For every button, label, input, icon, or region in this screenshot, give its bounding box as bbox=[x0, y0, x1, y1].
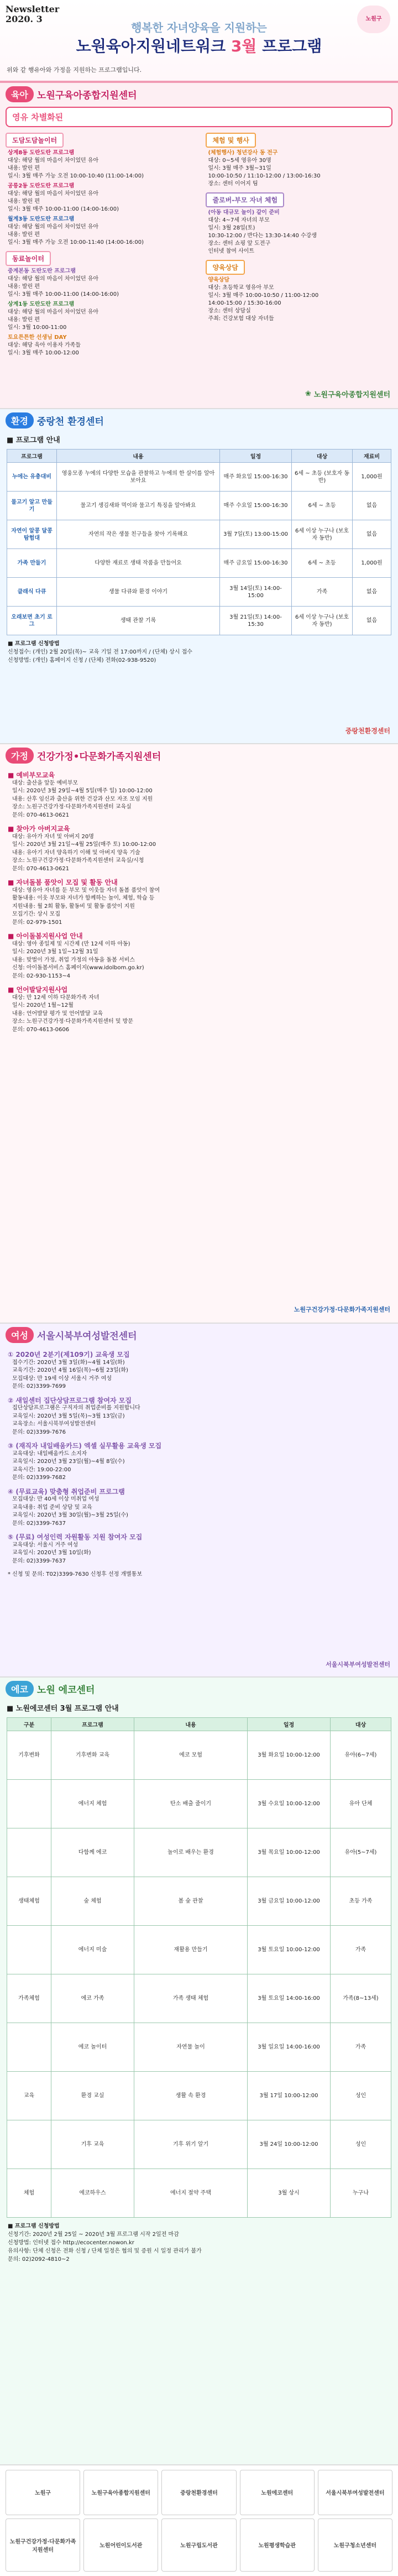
header-title bbox=[0, 34, 398, 56]
program-item bbox=[6, 182, 201, 213]
cell-category: 기후변화 bbox=[7, 1731, 51, 1780]
cell-name: 가족 만들기 bbox=[7, 549, 57, 578]
section-title bbox=[0, 83, 398, 106]
center-logo bbox=[305, 389, 390, 399]
cell-content: 생태 관찰 기록 bbox=[57, 607, 220, 635]
cell-target: 가족 bbox=[331, 1926, 391, 1974]
block-line: 문의: 070-4613-0606 bbox=[12, 1026, 70, 1033]
block-line: 교육시간: 19:00-22:00 bbox=[12, 1466, 71, 1473]
program-line: 일시: 3월 매주 가능 오전 10:00-11:40 (14:00-16:00) bbox=[8, 239, 144, 245]
table-row bbox=[7, 607, 391, 635]
cell-category bbox=[7, 1828, 51, 1877]
program-line: 대상: 초등학교 영유아 부모 bbox=[208, 285, 274, 291]
cell-content: 물고기 생김새와 먹이와 물고기 특징을 알아봐요 bbox=[57, 492, 220, 520]
program-line: 주최: 건강보험 대상 자녀들 bbox=[208, 316, 274, 322]
cell-content: 가족 생태 체험 bbox=[134, 1974, 248, 2023]
program-line: 내용: 발린 편 bbox=[8, 165, 40, 171]
block-line: 교육일시: 2020년 3월 23일(월)~4월 8일(수) bbox=[12, 1459, 125, 1465]
block-line: 문의: 02)3399-7637 bbox=[12, 1520, 66, 1527]
center-logo: 중랑천환경센터 bbox=[345, 727, 390, 735]
cell-target: 성인 bbox=[331, 2120, 391, 2169]
block-line: 내용: 맞벌이 가정, 취업 가정의 아동을 돌봄 서비스 bbox=[12, 957, 135, 963]
header-subtitle: 행복한 자녀양육을 지원하는 bbox=[131, 21, 267, 34]
section-eco-center bbox=[0, 1678, 398, 2465]
col-header: 대상 bbox=[331, 1718, 391, 1731]
section-title-text: 건강가정•다문화가족지원센터 bbox=[36, 751, 161, 762]
cell-fee: 1,000원 bbox=[353, 463, 391, 492]
section-title bbox=[0, 409, 398, 432]
cell-date: 3월 토요일 14:00-16:00 bbox=[248, 1974, 331, 2023]
cell-content: 탄소 배출 줄이기 bbox=[134, 1780, 248, 1828]
signup-notes bbox=[0, 2220, 398, 2266]
header-intro: 위와 같 행유아와 가정을 지원하는 프로그램입니다. bbox=[7, 66, 142, 74]
table-row bbox=[7, 492, 391, 520]
cell-fee: 없음 bbox=[353, 492, 391, 520]
cell-date: 3월 24일 10:00-12:00 bbox=[248, 2120, 331, 2169]
cell-date: 3월 금요일 10:00-12:00 bbox=[248, 1877, 331, 1926]
block-line: 지원내용: 월 2회 활동, 활동비 및 활동 품앗이 지원 bbox=[12, 903, 135, 910]
cell-content: 생활 속 환경 bbox=[134, 2072, 248, 2120]
table-row bbox=[7, 1828, 391, 1877]
title-main: 노원육아지원네트워크 bbox=[76, 37, 226, 55]
cell-date: 3월 7일(토) 13:00-15:00 bbox=[220, 520, 292, 549]
cell-content: 봄 숲 관찰 bbox=[134, 1877, 248, 1926]
program-item bbox=[206, 276, 392, 323]
program-line: 일시: 3월 매주 10:00-11:00 (14:00-16:00) bbox=[8, 206, 119, 212]
program-block bbox=[0, 1438, 398, 1483]
program-block bbox=[0, 1529, 398, 1566]
cell-content: 기후 위기 알기 bbox=[134, 2120, 248, 2169]
cell-date: 3월 목요일 10:00-12:00 bbox=[248, 1828, 331, 1877]
cell-fee: 1,000원 bbox=[353, 549, 391, 578]
block-line: 교육대상: 내일배움카드 소지자 bbox=[12, 1450, 87, 1457]
program-line: 대상: 해당 월의 마음이 차이었던 유아 bbox=[8, 309, 99, 315]
program-line: 대상: 해당 월의 마음이 차이었던 유아 bbox=[8, 276, 99, 282]
cell-date: 매주 화요일 15:00-16:30 bbox=[220, 463, 292, 492]
table-header-row bbox=[7, 450, 391, 463]
block-line: 문의: 070-4613-0621 bbox=[12, 865, 70, 872]
section-childcare-center bbox=[0, 83, 398, 409]
cell-date: 3월 상시 bbox=[248, 2169, 331, 2218]
program-line: 대상: 해당 월의 마음이 차이었던 유아 bbox=[8, 158, 99, 164]
section-badge: 에코 bbox=[6, 1681, 34, 1697]
notes-line: 신청방법: 인터넷 접수 http://ecocenter.nowon.kr bbox=[8, 2240, 134, 2246]
table-row bbox=[7, 463, 391, 492]
block-title: ■ 찾아가 아버지교육 bbox=[8, 825, 70, 833]
block-line: 대상: 유아가 자녀 및 아버지 20명 bbox=[12, 833, 94, 840]
program-item bbox=[6, 216, 201, 247]
cell-name: 에코 놀이터 bbox=[51, 2023, 134, 2072]
program-subhead: ■ 노원에코센터 3월 프로그램 안내 bbox=[7, 1705, 119, 1713]
section-women-center bbox=[0, 1324, 398, 1678]
block-line: 내용: 유아기 자녀 양육하기 이해 및 아버지 양육 기술 bbox=[12, 849, 140, 856]
tag-parent-child: 줄로버-부모 자녀 체험 bbox=[206, 192, 284, 207]
footer-logo: 중랑천환경센터 bbox=[161, 2470, 236, 2515]
cell-date: 3월 21일(토) 14:00-15:30 bbox=[220, 607, 292, 635]
cell-name: 에코 가족 bbox=[51, 1974, 134, 2023]
notes-line: 유의사항: 단체 신청은 전화 신청 / 단체 일정은 협의 및 증원 시 일정 관리가 불가 bbox=[8, 2248, 202, 2254]
table-row bbox=[7, 1780, 391, 1828]
footer-logo: 서울시북부여성발전센터 bbox=[318, 2470, 392, 2515]
cell-name: 기후 교육 bbox=[51, 2120, 134, 2169]
center-logo: 서울시북부여성발전센터 bbox=[326, 1661, 390, 1668]
program-item bbox=[6, 334, 201, 357]
block-line: 교육일시: 2020년 3월 30일(월)~3월 25일(수) bbox=[12, 1512, 128, 1518]
program-line: 일시: 3월 매주 가능 오전 10:00-10:40 (11:00-14:00) bbox=[8, 173, 144, 179]
program-line: 인터넷 참여 사이트 bbox=[208, 248, 255, 254]
block-title: ② 새일센터 집단상담프로그램 참여자 모집 bbox=[8, 1396, 132, 1404]
col-header: 대상 bbox=[292, 450, 353, 463]
cell-fee: 없음 bbox=[353, 578, 391, 607]
program-item bbox=[6, 149, 201, 180]
program-line: 대상: 4~7세 자녀의 부모 bbox=[208, 217, 270, 223]
table-row bbox=[7, 2120, 391, 2169]
program-line: 장소: 센터 쇼핑 앞 도전구 bbox=[208, 241, 271, 247]
col-header: 프로그램 bbox=[51, 1718, 134, 1731]
col-header: 구분 bbox=[7, 1718, 51, 1731]
footer-logo: 노원어린이도서관 bbox=[83, 2518, 158, 2572]
cell-category bbox=[7, 1926, 51, 1974]
block-line: 모집기간: 상시 모집 bbox=[12, 911, 61, 917]
block-line: 교육내용: 취업 준비 상담 및 교육 bbox=[12, 1504, 92, 1511]
program-item bbox=[6, 268, 201, 299]
block-line: 문의: 070-4613-0621 bbox=[12, 812, 70, 818]
program-line: 일시: 3월 매주 10:00-12:00 bbox=[8, 350, 79, 356]
block-line: 장소: 노원구건강가정·다문화가족지원센터 교육실 bbox=[12, 804, 132, 810]
col-header: 일정 bbox=[220, 450, 292, 463]
block-line: 집단상담프로그램은 구직자의 취업준비를 지원합니다 bbox=[12, 1405, 140, 1411]
section-title bbox=[0, 744, 398, 767]
section-title-text: 노원 에코센터 bbox=[36, 1685, 95, 1696]
block-line: 교육대상: 서울시 거주 여성 bbox=[12, 1542, 78, 1548]
block-line: 대상: 출산을 앞둔 예비부모 bbox=[12, 780, 78, 786]
cell-category bbox=[7, 2120, 51, 2169]
newsletter-date: 2020. 3 bbox=[6, 14, 43, 24]
header bbox=[0, 0, 398, 83]
tag-events: 체험 및 행사 bbox=[206, 133, 255, 148]
table-row bbox=[7, 578, 391, 607]
block-title: ③ (재직자 내일배움카드) 엑셀 실무활용 교육생 모집 bbox=[8, 1442, 162, 1450]
cell-target: 6세 이상 누구나 (보호자 동반) bbox=[292, 520, 353, 549]
cell-name: 숲 체험 bbox=[51, 1877, 134, 1926]
cell-category bbox=[7, 1780, 51, 1828]
section-title bbox=[0, 1678, 398, 1700]
block-line: 일시: 2020년 3월 29일~4월 5일(매주 일) 10:00-12:00 bbox=[12, 788, 153, 794]
cell-name: 클래식 다큐 bbox=[7, 578, 57, 607]
block-title: ■ 언어발달지원사업 bbox=[8, 986, 68, 994]
cell-date: 3월 토요일 10:00-12:00 bbox=[248, 1926, 331, 1974]
block-line: 문의: 02-930-1153~4 bbox=[12, 973, 71, 979]
section-badge: 여성 bbox=[6, 1327, 34, 1343]
cell-name: 오래보면 초기 로그 bbox=[7, 607, 57, 635]
cell-date: 3월 17일 10:00-12:00 bbox=[248, 2072, 331, 2120]
cell-category: 가족체험 bbox=[7, 1974, 51, 2023]
cell-category: 생태체험 bbox=[7, 1877, 51, 1926]
left-column bbox=[6, 130, 201, 359]
block-line: 대상: 영아 종일제 및 시간제 (만 12세 이하 아동) bbox=[12, 940, 130, 947]
block-title: ④ (무료교육) 맞춤형 취업준비 프로그램 bbox=[8, 1487, 125, 1496]
program-line: 내용: 발린 편 bbox=[8, 284, 40, 290]
title-month: 3월 bbox=[231, 37, 257, 55]
cell-date: 3월 14일(토) 14:00-15:00 bbox=[220, 578, 292, 607]
cell-name: 에너지 체험 bbox=[51, 1780, 134, 1828]
table-row bbox=[7, 2169, 391, 2218]
table-row bbox=[7, 549, 391, 578]
footer-logo: 노원구 bbox=[6, 2470, 80, 2515]
section-badge: 육아 bbox=[6, 86, 34, 102]
program-title: 공릉2동 도란도란 프로그램 bbox=[8, 183, 75, 189]
right-column bbox=[206, 130, 392, 359]
block-line: 문의: 02-979-1501 bbox=[12, 919, 62, 926]
cell-target: 누구나 bbox=[331, 2169, 391, 2218]
program-block bbox=[0, 874, 398, 928]
program-title: 중계본동 도란도란 프로그램 bbox=[8, 268, 76, 274]
cell-content: 자연물 놀이 bbox=[134, 2023, 248, 2072]
program-table bbox=[7, 1717, 391, 2218]
table-row bbox=[7, 1974, 391, 2023]
cell-target: 유아(5~7세) bbox=[331, 1828, 391, 1877]
table-row bbox=[7, 1731, 391, 1780]
section-environment-center bbox=[0, 409, 398, 744]
section-badge: 환경 bbox=[6, 412, 34, 429]
block-line: 대상: 만 12세 이하 다문화가족 자녀 bbox=[12, 994, 100, 1001]
section-family-center bbox=[0, 744, 398, 1324]
block-title: ① 2020년 2분기(제109기) 교육생 모집 bbox=[8, 1351, 130, 1358]
block-title: ■ 예비부모교육 bbox=[8, 771, 55, 779]
table-header-row bbox=[7, 1718, 391, 1731]
col-header: 프로그램 bbox=[7, 450, 57, 463]
section-banner: 영유 차별화된 bbox=[6, 107, 392, 127]
cell-content: 재활용 만들기 bbox=[134, 1926, 248, 1974]
footer-logo: 노원구립도서관 bbox=[161, 2518, 236, 2572]
cell-target: 초등 가족 bbox=[331, 1877, 391, 1926]
table-row bbox=[7, 1877, 391, 1926]
section-note: * 신청 및 문의: T02)3399-7630 신청후 선정 개별통보 bbox=[8, 1571, 143, 1577]
block-line: 교육장소: 서울시북부여성발전센터 bbox=[12, 1421, 96, 1427]
block-line: 내용: 산후 임신과 출산을 위한 건강과 산모 자조 모임 지원 bbox=[12, 796, 153, 802]
cell-fee: 없음 bbox=[353, 607, 391, 635]
program-line: 일시: 3월 매주 10:00-11:00 (14:00-16:00) bbox=[8, 291, 119, 297]
section-badge: 가정 bbox=[6, 748, 34, 764]
block-title: ■ 자녀돌봄 품앗이 모집 및 활동 안내 bbox=[8, 879, 118, 886]
section-title-text: 서울시북부여성발전센터 bbox=[36, 1331, 137, 1342]
table-row bbox=[7, 520, 391, 549]
col-header: 재료비 bbox=[353, 450, 391, 463]
cell-content: 다양한 재료로 생태 작품을 만들어요 bbox=[57, 549, 220, 578]
program-title: (아동 대규모 놀이) 같이 준비 bbox=[208, 210, 280, 216]
program-title: 토요튼튼한 선생님 DAY bbox=[8, 335, 67, 341]
block-line: 모집대상: 만 40세 이상 미취업 여성 bbox=[12, 1496, 100, 1502]
cell-content: 에코 모험 bbox=[134, 1731, 248, 1780]
footer-logo: 노원평생학습관 bbox=[240, 2518, 315, 2572]
table-row bbox=[7, 2072, 391, 2120]
cell-target: 6세 이상 누구나 (보호자 동반) bbox=[292, 607, 353, 635]
block-line: 대상: 영유아 자녀를 둔 부모 및 이웃들 자녀 돌봄 품앗이 참여 bbox=[12, 887, 160, 893]
block-line: 일시: 2020년 3월 21일~4월 25일(매주 토) 10:00-12:00 bbox=[12, 842, 156, 848]
tag-counseling: 양육상담 bbox=[206, 260, 244, 275]
tag-play: 도담도담놀이터 bbox=[6, 133, 64, 148]
notes-line: 문의: 02)2092-4810~2 bbox=[8, 2256, 70, 2263]
block-line: 문의: 02)3399-7699 bbox=[12, 1383, 66, 1389]
cell-content: 생물 다큐와 환경 이야기 bbox=[57, 578, 220, 607]
cell-target: 6세 ~ 초등 bbox=[292, 492, 353, 520]
program-title: 월계3동 도란도란 프로그램 bbox=[8, 216, 75, 222]
program-line: 일시: 3월 매주 3월~31일 bbox=[208, 165, 271, 171]
cell-name: 환경 교실 bbox=[51, 2072, 134, 2120]
block-line: 신청: 아이돌봄서비스 홈페이지(www.idolbom.go.kr) bbox=[12, 965, 144, 971]
section-title-text: 중랑천 환경센터 bbox=[36, 416, 104, 427]
program-title: 양육상담 bbox=[208, 277, 230, 283]
program-title: 상계1동 도란도란 프로그램 bbox=[8, 301, 75, 307]
block-line: 일시: 2020년 1월~12월 bbox=[12, 1002, 74, 1009]
program-line: 10:30-12:00 / 반다는 13:30-14:40 수강생 bbox=[208, 233, 317, 239]
notes-line: 신청기간: 2020년 2월 25일 ~ 2020년 3월 프로그램 시작 2일전 마감 bbox=[8, 2232, 179, 2238]
cell-target: 6세 ~ 초등 (보호자 동반) bbox=[292, 463, 353, 492]
program-item bbox=[6, 301, 201, 332]
cell-name: 물고기 알고 만들기 bbox=[7, 492, 57, 520]
program-block bbox=[0, 1483, 398, 1529]
notes-head: ■ 프로그램 신청방법 bbox=[8, 641, 60, 647]
program-line: 장소: 센터 이어지 팀 bbox=[208, 181, 258, 187]
block-line: 모집대상: 만 19세 이상 서울시 거주 여성 bbox=[12, 1375, 112, 1382]
program-line: 내용: 발린 편 bbox=[8, 198, 40, 205]
program-block bbox=[0, 928, 398, 981]
block-line: 접수기간: 2020년 3월 3일(화)~4월 14일(화) bbox=[12, 1359, 125, 1366]
program-table bbox=[7, 449, 391, 635]
program-block bbox=[0, 821, 398, 874]
cell-date: 3월 화요일 10:00-12:00 bbox=[248, 1731, 331, 1780]
program-line: 내용: 발린 편 bbox=[8, 232, 40, 238]
footer-logo: 노원구청소년센터 bbox=[318, 2518, 392, 2572]
cell-name: 기후변화 교육 bbox=[51, 1731, 134, 1780]
sprout-icon: ❀ bbox=[305, 390, 311, 398]
program-subhead: ■ 프로그램 안내 bbox=[7, 436, 60, 445]
block-line: 내용: 언어발달 평가 및 언어발달 교육 bbox=[12, 1010, 103, 1017]
cell-date: 매주 수요일 15:00-16:30 bbox=[220, 492, 292, 520]
program-block bbox=[0, 1346, 398, 1392]
nowon-logo: 노원구 bbox=[357, 6, 390, 33]
cell-name: 다함께 에코 bbox=[51, 1828, 134, 1877]
section-columns bbox=[0, 130, 398, 359]
block-line: 일시: 2020년 3월 1일~12월 31일 bbox=[12, 949, 98, 955]
block-title: ■ 아이돌봄지원사업 안내 bbox=[8, 932, 83, 940]
cell-target: 가족 bbox=[292, 578, 353, 607]
cell-target: 유아(6~7세) bbox=[331, 1731, 391, 1780]
cell-target: 6세 ~ 초등 bbox=[292, 549, 353, 578]
table-row bbox=[7, 2023, 391, 2072]
notes-head: ■ 프로그램 신청방법 bbox=[8, 2223, 60, 2229]
title-end: 프로그램 bbox=[262, 37, 322, 55]
block-line: 장소: 노원구건강가정·다문화가족지원센터 교육실/시청 bbox=[12, 858, 144, 864]
col-header: 내용 bbox=[57, 450, 220, 463]
newsletter-text: Newsletter bbox=[6, 4, 60, 14]
cell-name: 에코하우스 bbox=[51, 2169, 134, 2218]
footer-logo: 노원구건강가정·다문화가족지원센터 bbox=[6, 2518, 80, 2572]
program-line: 내용: 발린 편 bbox=[8, 317, 40, 323]
program-block bbox=[0, 1392, 398, 1438]
col-header: 일정 bbox=[248, 1718, 331, 1731]
cell-target: 가족 bbox=[331, 2023, 391, 2072]
program-line: 대상: 해당 육아 이용자 가족들 bbox=[8, 342, 81, 348]
cell-fee: 없음 bbox=[353, 520, 391, 549]
cell-target: 가족(8~13세) bbox=[331, 1974, 391, 2023]
program-line: 일시: 3월 10:00-11:00 bbox=[8, 325, 67, 331]
cell-date: 3월 일요일 14:00-16:00 bbox=[248, 2023, 331, 2072]
footer-logos bbox=[0, 2465, 398, 2576]
cell-category bbox=[7, 2023, 51, 2072]
footer-logo: 노원에코센터 bbox=[240, 2470, 315, 2515]
block-line: 장소: 노원구건강가정·다문화가족지원센터 및 방문 bbox=[12, 1018, 133, 1025]
cell-date: 3월 수요일 10:00-12:00 bbox=[248, 1780, 331, 1828]
program-line: 14:00-15:00 / 15:30-16:00 bbox=[208, 300, 281, 306]
cell-content: 영웅모종 누에의 다양한 모습을 관찰하고 누에의 한 살이를 알아보아요 bbox=[57, 463, 220, 492]
block-line: 문의: 02)3399-7637 bbox=[12, 1558, 66, 1564]
program-line: 10:00-10:50 / 11:10-12:00 / 13:00-16:30 bbox=[208, 173, 321, 179]
center-logo-text: 노원구육아종합지원센터 bbox=[313, 391, 390, 399]
cell-content: 에너지 절약 주택 bbox=[134, 2169, 248, 2218]
program-title: (체험행사) 청년강사 동 전구 bbox=[208, 150, 278, 156]
tag-peer: 동료놀이터 bbox=[6, 251, 51, 266]
program-line: 일시: 3월 매주 10:00-10:50 / 11:00-12:00 bbox=[208, 292, 319, 299]
block-title: ⑤ (무료) 여성인력 자원활동 지원 참여자 모집 bbox=[8, 1533, 143, 1541]
cell-name: 에너지 미술 bbox=[51, 1926, 134, 1974]
col-header: 내용 bbox=[134, 1718, 248, 1731]
program-title: 상계8동 도란도란 프로그램 bbox=[8, 150, 75, 156]
cell-name: 누에는 유충대비 bbox=[7, 463, 57, 492]
cell-target: 성인 bbox=[331, 2072, 391, 2120]
cell-category: 교육 bbox=[7, 2072, 51, 2120]
section-title-text: 노원구육아종합지원센터 bbox=[36, 90, 137, 101]
block-line: 교육일시: 2020년 3월 5일(목)~3월 13일(금) bbox=[12, 1413, 125, 1419]
block-line: 교육기간: 2020년 4월 16일(목)~6월 23일(화) bbox=[12, 1367, 128, 1373]
program-line: 대상: 해당 월의 마음이 차이었던 유아 bbox=[8, 191, 99, 197]
program-block bbox=[0, 981, 398, 1035]
program-line: 대상: 해당 월의 마음이 차이었던 유아 bbox=[8, 224, 99, 230]
cell-category: 체험 bbox=[7, 2169, 51, 2218]
program-line: 장소: 센터 상담실 bbox=[208, 308, 251, 314]
block-line: 문의: 02)3399-7676 bbox=[12, 1429, 66, 1435]
center-logo: 노원구건강가정·다문화가족지원센터 bbox=[294, 1306, 390, 1313]
footer-logo: 노원구육아종합지원센터 bbox=[83, 2470, 158, 2515]
cell-name: 자연이 알콩 달콩 탐험대 bbox=[7, 520, 57, 549]
program-item bbox=[206, 149, 392, 188]
program-item bbox=[206, 209, 392, 255]
cell-date: 매주 금요일 15:00-16:30 bbox=[220, 549, 292, 578]
cell-target: 유아 단체 bbox=[331, 1780, 391, 1828]
program-line: 대상: 0~5세 영유아 30명 bbox=[208, 158, 271, 164]
block-line: 활동내용: 이웃 부모와 자녀가 함께하는 놀이, 체험, 학습 등 bbox=[12, 895, 155, 901]
notes-line: 신청접수: (개인) 2월 20일(목)~ 교육 기일 전 17:00까지 / (단체) 상시 접수 bbox=[8, 649, 192, 655]
signup-notes bbox=[0, 638, 398, 667]
program-line: 일시: 3월 28일(토) bbox=[208, 225, 255, 231]
cell-content: 자연의 작은 생물 친구들을 찾아 기록해요 bbox=[57, 520, 220, 549]
table-row bbox=[7, 1926, 391, 1974]
program-block bbox=[0, 767, 398, 821]
notes-line: 신청방법: (개인) 홈페이지 신청 / (단체) 전화(02-938-9520) bbox=[8, 657, 156, 663]
block-line: 교육일시: 2020년 3월 10일(화) bbox=[12, 1550, 91, 1556]
block-line: 문의: 02)3399-7682 bbox=[12, 1475, 66, 1481]
section-title bbox=[0, 1324, 398, 1346]
cell-content: 놀이로 배우는 환경 bbox=[134, 1828, 248, 1877]
